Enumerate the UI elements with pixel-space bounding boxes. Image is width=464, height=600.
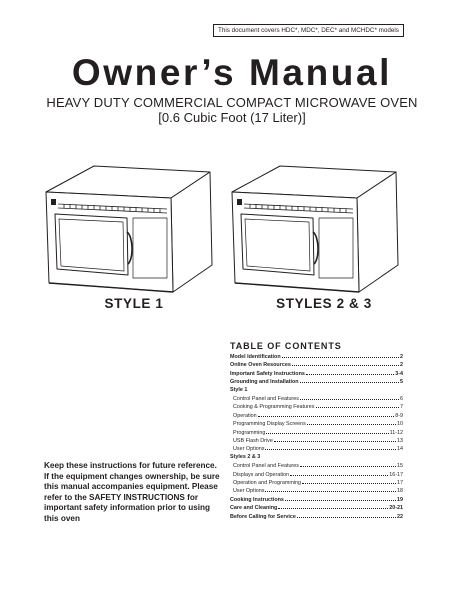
toc-entry-title: Control Panel and Features [233, 396, 299, 402]
toc-entry-page: 6 [400, 396, 403, 402]
toc-entry-title: Cooking Instructions [230, 496, 284, 503]
toc-dot-leader [292, 361, 399, 366]
toc-entry-page: 3-4 [395, 370, 403, 377]
toc-entry [233, 403, 403, 411]
toc-entry [230, 513, 403, 521]
toc-entry-page: 2 [400, 362, 403, 369]
toc-dot-leader [307, 420, 396, 425]
styles-2-3-oven-illustration [228, 162, 400, 297]
oven-door-window [55, 214, 128, 275]
toc-entry-title: Operation and Programming [233, 480, 302, 486]
toc-entry-page: 14 [397, 446, 403, 453]
oven-capacity: [0.6 Cubic Foot (17 Liter)] [158, 110, 306, 125]
toc-dot-leader [300, 462, 396, 467]
toc-dot-leader [306, 370, 394, 375]
toc-dot-leader [274, 437, 396, 442]
toc-heading: TABLE OF CONTENTS [230, 341, 342, 351]
toc-dot-leader [300, 378, 399, 383]
toc-dot-leader [258, 412, 395, 417]
toc-section-header [230, 387, 403, 394]
toc-entry [230, 361, 403, 369]
toc-entry [233, 462, 403, 470]
toc-entry-page: 15 [397, 463, 403, 470]
toc-entry-title: Important Safety Instructions [230, 370, 305, 377]
toc-dot-leader [316, 403, 400, 408]
oven-logo-mark [51, 199, 56, 205]
toc-entry-title: User Options [233, 488, 265, 495]
toc-dot-leader [290, 471, 388, 476]
toc-entry [230, 353, 403, 361]
toc-entry [233, 429, 403, 437]
toc-entry-page: 5 [400, 379, 403, 386]
toc-entry-title: Style 1 [230, 386, 248, 393]
toc-entry-title: Grounding and Installation [230, 379, 299, 386]
toc-entry-title: Programming Display Screens [233, 421, 306, 428]
toc-dot-leader [302, 479, 396, 484]
page-title: Owner’s Manual [71, 52, 393, 93]
toc-dot-leader [266, 429, 388, 434]
toc-dot-leader [300, 395, 399, 400]
toc-entry-page: 22 [397, 513, 403, 520]
toc-entry-page: 16-17 [389, 471, 403, 478]
toc-entry [233, 479, 403, 487]
toc-entry [233, 420, 403, 428]
toc-entry [233, 395, 403, 403]
toc-entry [233, 437, 403, 445]
toc-entry [233, 471, 403, 479]
toc-entry-title: Operation [233, 412, 257, 419]
toc-entry-title: Control Panel and Features [233, 463, 299, 470]
style-1-label: STYLE 1 [104, 296, 164, 311]
toc-section-header [230, 454, 403, 461]
toc-entry-title: Model Identification [230, 354, 281, 360]
toc-entry-page: 17 [397, 480, 403, 486]
toc-dot-leader [285, 496, 396, 501]
toc-entry-title: Before Calling for Service [230, 513, 296, 520]
styles-2-3-label: STYLES 2 & 3 [276, 296, 372, 311]
toc-entry-title: Cooking & Programming Features [233, 404, 315, 411]
toc-entry-title: Styles 2 & 3 [230, 453, 261, 460]
toc-entry-page: 11-12 [389, 429, 403, 436]
toc-entry-title: Online Oven Resources [230, 362, 291, 369]
toc-dot-leader [297, 513, 396, 518]
toc-entry-page: 10 [397, 421, 403, 428]
toc-entry-page: 13 [397, 438, 403, 444]
toc-dot-leader [265, 445, 396, 450]
toc-dot-leader [265, 487, 396, 492]
toc-dot-leader [278, 504, 388, 509]
toc-entry [233, 445, 403, 453]
style-1-oven-illustration [42, 162, 214, 297]
toc-entry-page: 8-9 [395, 412, 403, 419]
toc-entry [230, 378, 403, 386]
toc-entry-title: User Options [233, 446, 265, 453]
oven-door-window [241, 214, 314, 275]
toc-entry-title: Care and Cleaning [230, 505, 278, 512]
toc-entry [230, 496, 403, 504]
models-covered-note: This document covers HDC*, MDC*, DEC* and MCHDC* models [213, 24, 404, 37]
toc-dot-leader [282, 353, 399, 358]
toc-entry [233, 412, 403, 420]
toc-entry [233, 487, 403, 495]
toc-entry-page: 20-21 [389, 505, 403, 512]
toc-entry-page: 7 [400, 404, 403, 411]
toc-entry [230, 504, 403, 512]
toc-entry-page: 2 [400, 354, 403, 360]
toc-entry-title: USB Flash Drive [233, 438, 273, 444]
toc-entry-page: 19 [397, 496, 403, 503]
oven-logo-mark [237, 199, 242, 205]
keep-instructions-note: Keep these instructions for future reference. If the equipment changes ownership, be sure this manual accompanies equipment. Please refer to the SAFETY INSTRUCTIONS for important safety information prior to using this oven [44, 461, 220, 523]
toc-entry-title: Displays and Operation [233, 471, 290, 478]
page-subtitle: HEAVY DUTY COMMERCIAL COMPACT MICROWAVE OVEN [46, 95, 418, 110]
toc-entry-page: 18 [397, 488, 403, 495]
toc-entry [230, 370, 403, 378]
toc-entry-title: Programming [233, 429, 266, 436]
